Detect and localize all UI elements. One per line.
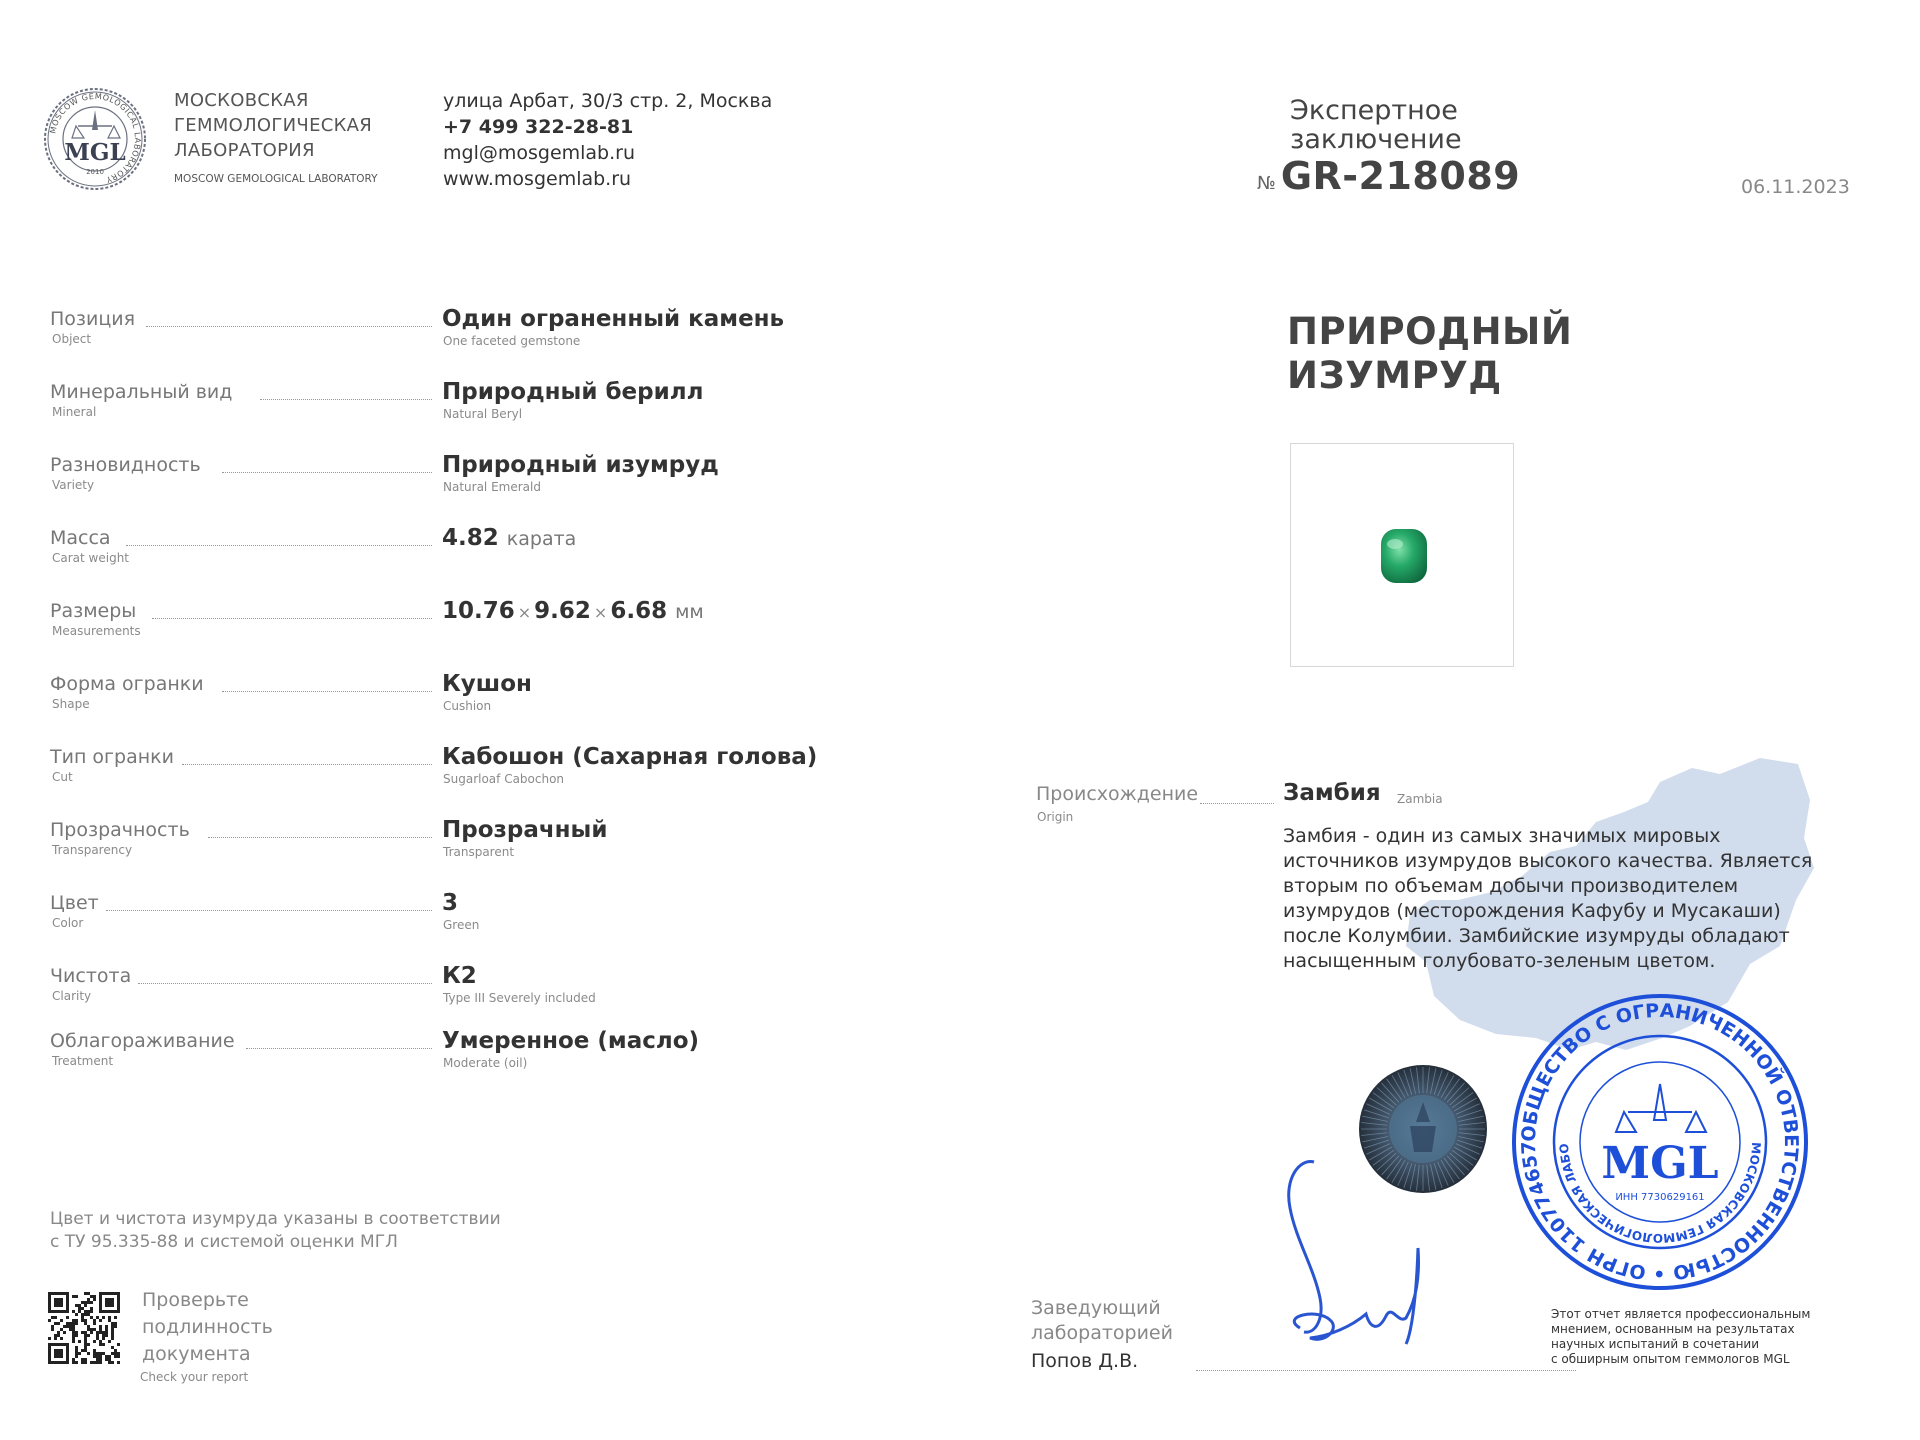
property-label-en: Treatment bbox=[52, 1054, 114, 1068]
dotted-leader bbox=[208, 837, 432, 838]
signature-line bbox=[1196, 1370, 1576, 1371]
gem-title bbox=[1287, 310, 1572, 398]
svg-text:MGL: MGL bbox=[1601, 1138, 1719, 1189]
dotted-leader bbox=[152, 618, 432, 619]
property-label: Размеры bbox=[50, 600, 137, 622]
property-row-transparency bbox=[50, 819, 790, 879]
dotted-leader bbox=[126, 545, 432, 546]
verify-text-en: Check your report bbox=[140, 1370, 249, 1384]
property-label-en: Color bbox=[52, 916, 84, 930]
origin-description-line: Замбия - один из самых значимых мировых bbox=[1283, 825, 1721, 847]
svg-text:2010: 2010 bbox=[86, 168, 104, 176]
number-sign: № bbox=[1257, 173, 1276, 194]
lab-name-line: ЛАБОРАТОРИЯ bbox=[174, 140, 315, 161]
origin-description-line: после Колумбии. Замбийские изумруды обладают bbox=[1283, 925, 1790, 947]
property-value: Природный изумруд bbox=[442, 452, 719, 478]
dotted-leader bbox=[222, 472, 432, 473]
property-value-en: One faceted gemstone bbox=[443, 334, 581, 348]
dimension-unit: мм bbox=[675, 601, 704, 623]
phone: +7 499 322-28-81 bbox=[443, 116, 634, 138]
property-label-en: Measurements bbox=[52, 624, 141, 638]
origin-value-en: Zambia bbox=[1397, 792, 1443, 806]
property-row-shape bbox=[50, 673, 790, 733]
svg-text:ИНН 7730629161: ИНН 7730629161 bbox=[1615, 1192, 1705, 1203]
property-value-en: Natural Beryl bbox=[443, 407, 523, 421]
signatory-title bbox=[1031, 1296, 1173, 1346]
property-value: Умеренное (масло) bbox=[442, 1028, 700, 1054]
dotted-leader bbox=[1200, 803, 1274, 804]
email-link[interactable]: mgl@mosgemlab.ru bbox=[443, 142, 636, 164]
property-value bbox=[442, 525, 576, 551]
dotted-leader bbox=[106, 910, 432, 911]
property-label: Масса bbox=[50, 527, 111, 549]
property-value: Кушон bbox=[442, 671, 532, 697]
property-value: Кабошон (Сахарная голова) bbox=[442, 744, 818, 770]
origin-description-line: насыщенным голубовато-зеленым цветом. bbox=[1283, 950, 1716, 972]
dotted-leader bbox=[246, 1048, 432, 1049]
property-label-en: Shape bbox=[52, 697, 90, 711]
property-label: Позиция bbox=[50, 308, 136, 330]
origin-value: Замбия bbox=[1283, 780, 1381, 806]
lab-name-line: МОСКОВСКАЯ bbox=[174, 90, 309, 111]
lab-logo bbox=[42, 86, 148, 192]
property-value: 3 bbox=[442, 890, 459, 916]
disclaimer-line: научных испытаний в сочетании bbox=[1551, 1337, 1760, 1351]
origin-label-en: Origin bbox=[1037, 810, 1074, 824]
property-row-measurements bbox=[50, 600, 790, 660]
svg-text:МОСКОВСКАЯ ГЕММОЛОГИЧЕСКАЯ ЛАБ: МОСКОВСКАЯ ГЕММОЛОГИЧЕСКАЯ ЛАБО bbox=[1556, 1141, 1764, 1246]
verify-line: Проверьте bbox=[142, 1289, 249, 1311]
dimension-width: 9.62 bbox=[534, 598, 591, 624]
origin-description-line: вторым по объемам добычи производителем bbox=[1283, 875, 1739, 897]
property-value-en: Moderate (oil) bbox=[443, 1056, 528, 1070]
times-sign: × bbox=[593, 603, 608, 622]
property-value: К2 bbox=[442, 963, 477, 989]
carat-value: 4.82 bbox=[442, 525, 499, 551]
disclaimer-line: Этот отчет является профессиональным bbox=[1551, 1307, 1811, 1321]
property-label: Чистота bbox=[50, 965, 132, 987]
certificate-number bbox=[1257, 154, 1520, 198]
company-seal bbox=[1510, 992, 1810, 1292]
property-value-en: Type III Severely included bbox=[443, 991, 596, 1005]
gem-title-line: ИЗУМРУД bbox=[1287, 354, 1502, 397]
website-link[interactable]: www.mosgemlab.ru bbox=[443, 168, 632, 190]
address: улица Арбат, 30/3 стр. 2, Москва bbox=[443, 90, 773, 112]
seal-stamp bbox=[1510, 992, 1810, 1292]
svg-text:ОБЩЕСТВО С ОГРАНИЧЕННОЙ ОТВЕТС: ОБЩЕСТВО С ОГРАНИЧЕННОЙ ОТВЕТСТВЕННОСТЬЮ • ОГРН 110774657 bbox=[1517, 999, 1803, 1285]
lab-name bbox=[174, 88, 372, 163]
verify-line: документа bbox=[142, 1343, 251, 1365]
property-value-en: Green bbox=[443, 918, 480, 932]
carat-unit: карата bbox=[506, 528, 577, 550]
gem-photo bbox=[1290, 443, 1514, 667]
lab-logo-emblem bbox=[42, 86, 148, 192]
property-label-en: Clarity bbox=[52, 989, 92, 1003]
property-label: Минеральный вид bbox=[50, 381, 233, 403]
handwritten-signature bbox=[1270, 1148, 1440, 1358]
dotted-leader bbox=[138, 983, 432, 984]
certificate-title bbox=[1290, 96, 1462, 154]
property-label: Облагораживание bbox=[50, 1030, 235, 1052]
disclaimer-line: мнением, основанным на результатах bbox=[1551, 1322, 1795, 1336]
emerald-image bbox=[1291, 444, 1513, 666]
property-label: Тип огранки bbox=[50, 746, 174, 768]
property-label: Прозрачность bbox=[50, 819, 190, 841]
dotted-leader bbox=[260, 399, 432, 400]
property-value bbox=[442, 598, 704, 624]
signature bbox=[1270, 1148, 1440, 1358]
property-row-object bbox=[50, 308, 790, 368]
origin-description-line: источников изумрудов высокого качества. Является bbox=[1283, 850, 1813, 872]
property-row-mineral bbox=[50, 381, 790, 441]
lab-name-en: MOSCOW GEMOLOGICAL LABORATORY bbox=[174, 173, 378, 185]
dotted-leader bbox=[222, 691, 432, 692]
signatory-title-line: лабораторией bbox=[1031, 1322, 1173, 1344]
grading-note bbox=[50, 1208, 501, 1254]
lab-name-line: ГЕММОЛОГИЧЕСКАЯ bbox=[174, 115, 373, 136]
property-label-en: Mineral bbox=[52, 405, 97, 419]
signatory-title-line: Заведующий bbox=[1031, 1297, 1161, 1319]
qr-code-icon bbox=[48, 1292, 120, 1364]
property-value-en: Sugarloaf Cabochon bbox=[443, 772, 565, 786]
disclaimer-line: с обширным опытом геммологов MGL bbox=[1551, 1352, 1790, 1366]
grading-note-line: с ТУ 95.335-88 и системой оценки МГЛ bbox=[50, 1232, 398, 1252]
certificate-title-line: Экспертное bbox=[1290, 95, 1458, 126]
property-label: Разновидность bbox=[50, 454, 201, 476]
property-row-clarity bbox=[50, 965, 790, 1025]
origin-description bbox=[1283, 824, 1843, 974]
property-label-en: Transparency bbox=[52, 843, 133, 857]
property-row-treatment bbox=[50, 1030, 790, 1090]
origin-description-line: изумрудов (месторождения Кафубу и Мусакаши) bbox=[1283, 900, 1781, 922]
dotted-leader bbox=[146, 326, 432, 327]
dotted-leader bbox=[182, 764, 432, 765]
property-label-en: Cut bbox=[52, 770, 73, 784]
lab-contacts bbox=[443, 88, 772, 192]
certificate-date: 06.11.2023 bbox=[1741, 176, 1850, 198]
disclaimer bbox=[1551, 1307, 1831, 1367]
times-sign: × bbox=[517, 603, 532, 622]
svg-text:MOSCOW GEMOLOGICAL LABORATORY: MOSCOW GEMOLOGICAL LABORATORY bbox=[48, 91, 143, 185]
dimension-depth: 6.68 bbox=[610, 598, 668, 624]
property-row-carat-weight bbox=[50, 527, 790, 587]
gem-title-line: ПРИРОДНЫЙ bbox=[1287, 310, 1573, 353]
certificate-number-value: GR-218089 bbox=[1280, 154, 1521, 198]
property-label-en: Object bbox=[52, 332, 92, 346]
property-value: Прозрачный bbox=[442, 817, 608, 843]
svg-text:MGL: MGL bbox=[64, 139, 126, 166]
property-row-cut bbox=[50, 744, 818, 806]
property-label-en: Carat weight bbox=[52, 551, 129, 565]
property-value: Природный берилл bbox=[442, 379, 704, 405]
property-row-variety bbox=[50, 454, 790, 514]
grading-note-line: Цвет и чистота изумруда указаны в соответствии bbox=[50, 1209, 501, 1229]
property-row-color bbox=[50, 892, 790, 952]
origin-label: Происхождение bbox=[1036, 783, 1199, 805]
property-value-en: Natural Emerald bbox=[443, 480, 541, 494]
signatory-name: Попов Д.В. bbox=[1031, 1350, 1139, 1372]
property-value: Один ограненный камень bbox=[442, 306, 785, 332]
verify-text bbox=[142, 1287, 273, 1368]
verify-line: подлинность bbox=[142, 1316, 273, 1338]
qr-code[interactable] bbox=[48, 1292, 120, 1364]
property-label-en: Variety bbox=[52, 478, 95, 492]
property-label: Форма огранки bbox=[50, 673, 204, 695]
property-value-en: Transparent bbox=[443, 845, 515, 859]
property-value-en: Cushion bbox=[443, 699, 492, 713]
dimension-length: 10.76 bbox=[442, 598, 515, 624]
property-label: Цвет bbox=[50, 892, 99, 914]
certificate-title-line: заключение bbox=[1290, 124, 1462, 155]
